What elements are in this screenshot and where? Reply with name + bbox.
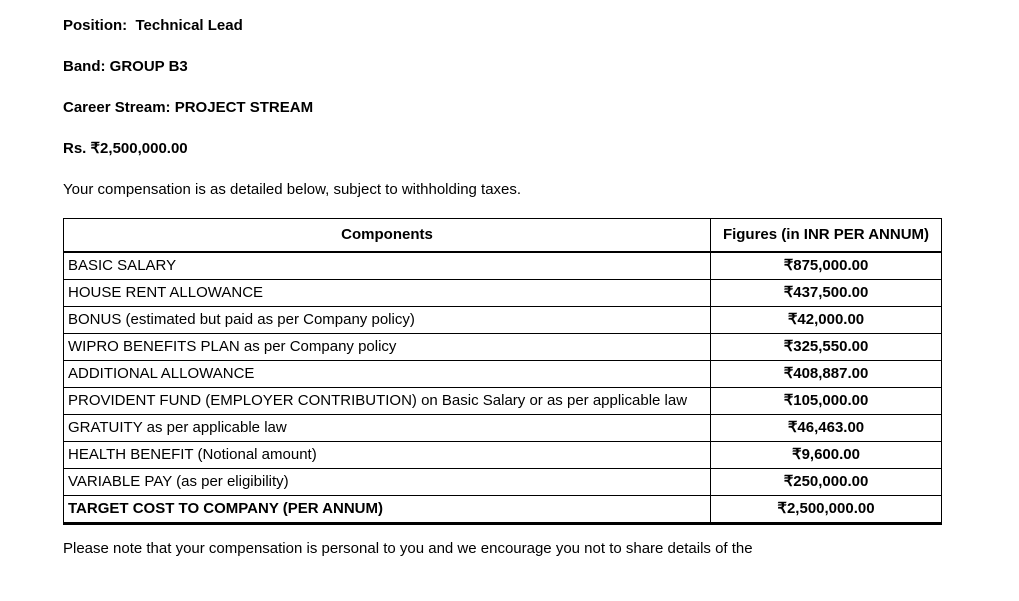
component-cell: VARIABLE PAY (as per eligibility) bbox=[64, 469, 711, 496]
col-header-components: Components bbox=[64, 219, 711, 253]
col-header-figures: Figures (in INR PER ANNUM) bbox=[711, 219, 942, 253]
table-row-target-cost-to-company bbox=[64, 496, 942, 524]
table-row-bonus bbox=[64, 307, 942, 334]
component-cell: HEALTH BENEFIT (Notional amount) bbox=[64, 442, 711, 469]
table-row-additional-allowance bbox=[64, 361, 942, 388]
table-row-basic-salary bbox=[64, 252, 942, 280]
table-row-provident-fund bbox=[64, 388, 942, 415]
figure-cell: ₹325,550.00 bbox=[711, 334, 942, 361]
compensation-table bbox=[63, 218, 942, 525]
table-row-wipro-benefits-plan bbox=[64, 334, 942, 361]
component-cell: PROVIDENT FUND (EMPLOYER CONTRIBUTION) on Basic Salary or as per applicable law bbox=[64, 388, 711, 415]
document-page bbox=[63, 0, 941, 557]
figure-cell: ₹105,000.00 bbox=[711, 388, 942, 415]
figure-cell: ₹437,500.00 bbox=[711, 280, 942, 307]
component-cell: TARGET COST TO COMPANY (PER ANNUM) bbox=[64, 496, 711, 524]
component-cell: BASIC SALARY bbox=[64, 252, 711, 280]
salary-amount-line: Rs. ₹2,500,000.00 bbox=[63, 140, 188, 157]
career-stream-line: Career Stream: PROJECT STREAM bbox=[63, 99, 314, 116]
figure-cell: ₹46,463.00 bbox=[711, 415, 942, 442]
table-row-variable-pay bbox=[64, 469, 942, 496]
table-row-house-rent-allowance bbox=[64, 280, 942, 307]
figure-cell: ₹875,000.00 bbox=[711, 252, 942, 280]
figure-cell: ₹9,600.00 bbox=[711, 442, 942, 469]
table-row-health-benefit bbox=[64, 442, 942, 469]
clipped-footer-line: Please note that your compensation is personal to you and we encourage you not to share details of the bbox=[63, 540, 753, 557]
band-line: Band: GROUP B3 bbox=[63, 58, 188, 75]
component-cell: WIPRO BENEFITS PLAN as per Company policy bbox=[64, 334, 711, 361]
figure-cell: ₹408,887.00 bbox=[711, 361, 942, 388]
figure-cell: ₹250,000.00 bbox=[711, 469, 942, 496]
component-cell: HOUSE RENT ALLOWANCE bbox=[64, 280, 711, 307]
position-line: Position: Technical Lead bbox=[63, 17, 243, 34]
component-cell: ADDITIONAL ALLOWANCE bbox=[64, 361, 711, 388]
figure-cell: ₹2,500,000.00 bbox=[711, 496, 942, 524]
table-header-row bbox=[64, 219, 942, 253]
component-cell: BONUS (estimated but paid as per Company policy) bbox=[64, 307, 711, 334]
table-row-gratuity bbox=[64, 415, 942, 442]
compensation-note: Your compensation is as detailed below, subject to withholding taxes. bbox=[63, 181, 522, 198]
component-cell: GRATUITY as per applicable law bbox=[64, 415, 711, 442]
figure-cell: ₹42,000.00 bbox=[711, 307, 942, 334]
